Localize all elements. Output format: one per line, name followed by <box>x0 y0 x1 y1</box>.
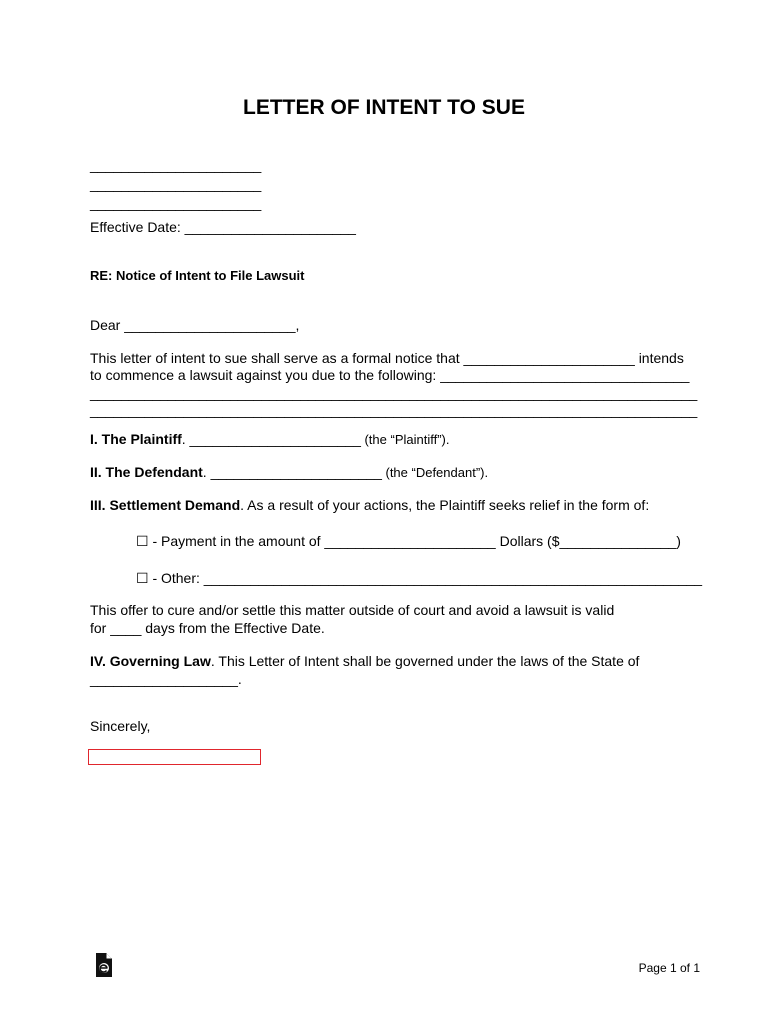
defendant-note: (the “Defendant”). <box>381 465 489 480</box>
settlement-text: . As a result of your actions, the Plaintiff seeks relief in the form of: <box>240 497 650 513</box>
page-number: Page 1 of 1 <box>638 961 700 975</box>
closing: Sincerely, <box>90 718 151 734</box>
governing-law-heading: IV. Governing Law <box>90 653 211 669</box>
defendant-line <box>90 464 488 481</box>
document-e-logo-icon <box>94 952 114 978</box>
plaintiff-line <box>90 431 449 448</box>
governing-law-text: . This Letter of Intent shall be governed under the laws of the State of <box>210 653 640 669</box>
re-line: RE: Notice of Intent to File Lawsuit <box>90 268 305 283</box>
settlement-line <box>90 497 649 513</box>
body-line-4: ______________________________________________________________________________ <box>90 402 698 418</box>
governing-law-line <box>90 653 639 669</box>
address-line-2: ______________________ <box>90 176 262 192</box>
signature-field[interactable] <box>88 749 261 765</box>
plaintiff-blank: . ______________________ <box>181 431 361 447</box>
address-line-3: ______________________ <box>90 195 262 211</box>
governing-law-state-blank: ___________________. <box>90 671 242 687</box>
page-title: LETTER OF INTENT TO SUE <box>243 96 525 119</box>
address-line-1: ______________________ <box>90 157 262 173</box>
offer-line-1: This offer to cure and/or settle this matter outside of court and avoid a lawsuit is valid <box>90 602 615 618</box>
defendant-heading: II. The Defendant <box>90 464 203 480</box>
defendant-blank: . ______________________ <box>202 464 382 480</box>
body-line-1: This letter of intent to sue shall serve as a formal notice that ______________________ intends <box>90 350 684 366</box>
body-line-3: ______________________________________________________________________________ <box>90 385 698 401</box>
salutation: Dear ______________________, <box>90 317 300 333</box>
body-line-2: to commence a lawsuit against you due to the following: ________________________________ <box>90 367 690 383</box>
effective-date-line: Effective Date: ______________________ <box>90 219 356 235</box>
settlement-heading: III. Settlement Demand <box>90 497 241 513</box>
other-option: ☐ - Other: ________________________________________________________________ <box>136 570 703 586</box>
plaintiff-note: (the “Plaintiff”). <box>360 432 450 447</box>
payment-option: ☐ - Payment in the amount of ______________________ Dollars ($_______________) <box>136 533 681 549</box>
offer-line-2: for ____ days from the Effective Date. <box>90 620 325 636</box>
plaintiff-heading: I. The Plaintiff <box>90 431 182 447</box>
